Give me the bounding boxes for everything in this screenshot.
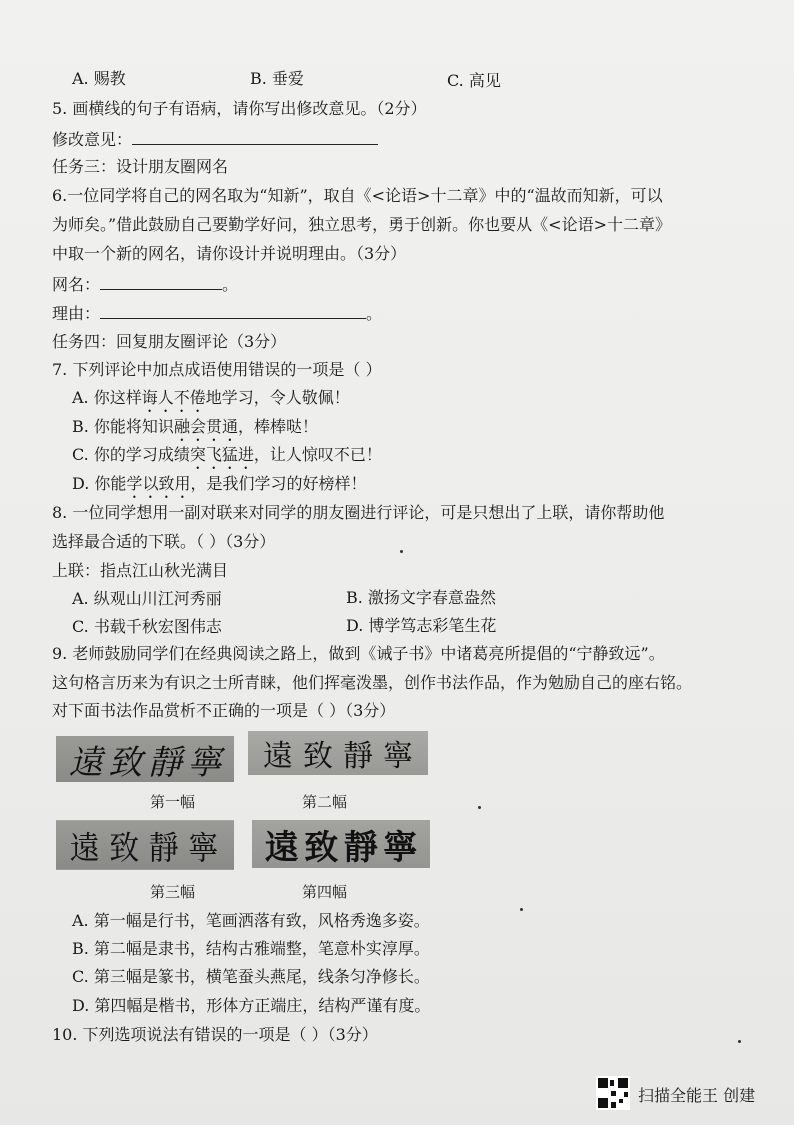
q8-line1: 8. 一位同学想用一副对联来对同学的朋友圈进行评论，可是只想出了上联，请你帮助他 [52,503,665,522]
q5-answer-label: 修改意见： [52,130,133,149]
q9-option-c: C. 第三幅是篆书，横笔蚕头燕尾，线条匀净修长。 [72,967,430,986]
q5-answer-blank[interactable] [132,128,378,145]
q7-idiom-d: 学以致用 [126,474,191,493]
calligraphy-piece-4: 遠 致 靜 寧 [252,820,430,868]
q6-name-end: 。 [222,275,239,294]
q9-line3: 对下面书法作品赏析不正确的一项是（ ）（3分） [52,701,396,720]
q6-name-row [52,273,238,296]
q4-option-c: C. 高见 [447,71,501,90]
q8-line2: 选择最合适的下联。（ ）（3分） [52,532,276,551]
q5-stem: 5. 画横线的句子有语病，请你写出修改意见。（2分） [52,99,427,118]
q6-line3: 中取一个新的网名，请你设计并说明理由。（3分） [52,244,407,263]
q9-line2: 这句格言历来为有识之士所青睐，他们挥毫泼墨，创作书法作品，作为勉励自己的座右铭。 [52,673,693,692]
calligraphy-caption-2: 第二幅 [302,793,348,811]
task4-heading: 任务四：回复朋友圈评论（3分） [52,332,287,351]
q7-option-a: A. 你这样诲人不倦地学习，令人敬佩！ [72,388,350,407]
q6-name-label: 网名： [52,275,101,294]
q7-option-d: D. 你能学以致用，是我们学习的好榜样！ [72,474,367,493]
q9-option-a: A. 第一幅是行书，笔画洒落有致，风格秀逸多姿。 [72,911,430,930]
q9-line1: 9. 老师鼓励同学们在经典阅读之路上，做到《诫子书》中诸葛亮所提倡的“宁静致远”。 [52,644,665,663]
q8-option-a: A. 纵观山川江河秀丽 [72,589,222,608]
q6-name-blank[interactable] [100,273,222,290]
q10-stem: 10. 下列选项说法有错误的一项是（ ）（3分） [52,1025,378,1044]
q7-idiom-c: 突飞猛进 [189,445,254,464]
calligraphy-piece-2: 遠 致 靜 寧 [248,731,428,775]
q7-option-c: C. 你的学习成绩突飞猛进，让人惊叹不已！ [72,445,382,464]
q6-reason-end: 。 [366,304,383,323]
q8-option-b: B. 激扬文字春意盎然 [346,588,496,607]
q6-reason-label: 理由： [52,304,101,323]
scan-speck [520,908,523,911]
calligraphy-caption-3: 第三幅 [150,883,196,901]
q6-line1: 6.一位同学将自己的网名取为“知新”，取自《<论语>十二章》中的“温故而知新，可以 [52,186,663,205]
q6-line2: 为师矣。”借此鼓励自己要勤学好问，独立思考，勇于创新。你也要从《<论语>十二章》 [52,215,671,234]
q6-reason-row [52,302,382,325]
q8-option-d: D. 博学笃志彩笔生花 [346,616,497,635]
q7-stem: 7. 下列评论中加点成语使用错误的一项是（ ） [52,360,382,379]
qr-code-icon [596,1076,630,1110]
q4-option-a: A. 赐教 [72,69,126,88]
q7-idiom-a: 诲人不倦 [141,388,206,407]
q9-option-d: D. 第四幅是楷书，形体方正端庄，结构严谨有度。 [72,996,431,1015]
q5-answer-row [52,128,378,151]
q8-option-c: C. 书载千秋宏图伟志 [72,617,222,636]
scan-speck [478,806,481,809]
task3-heading: 任务三：设计朋友圈网名 [52,157,229,176]
calligraphy-piece-3: 遠 致 靜 寧 [56,820,234,870]
calligraphy-caption-4: 第四幅 [302,883,348,901]
q7-idiom-b: 融会贯通 [173,417,238,436]
q8-upper-couplet: 上联：指点江山秋光满目 [52,561,229,580]
scan-speck [400,550,403,553]
calligraphy-piece-1: 遠 致 靜 寧 [56,736,234,782]
scan-speck [738,1040,741,1043]
q9-option-b: B. 第二幅是隶书，结构古雅端整，笔意朴实淳厚。 [72,939,430,958]
q4-option-b: B. 垂爱 [250,69,304,88]
q6-reason-blank[interactable] [100,302,366,319]
q7-option-b: B. 你能将知识融会贯通，棒棒哒！ [72,417,318,436]
calligraphy-caption-1: 第一幅 [150,793,196,811]
scanner-watermark-text: 扫描全能王 创建 [638,1086,756,1105]
